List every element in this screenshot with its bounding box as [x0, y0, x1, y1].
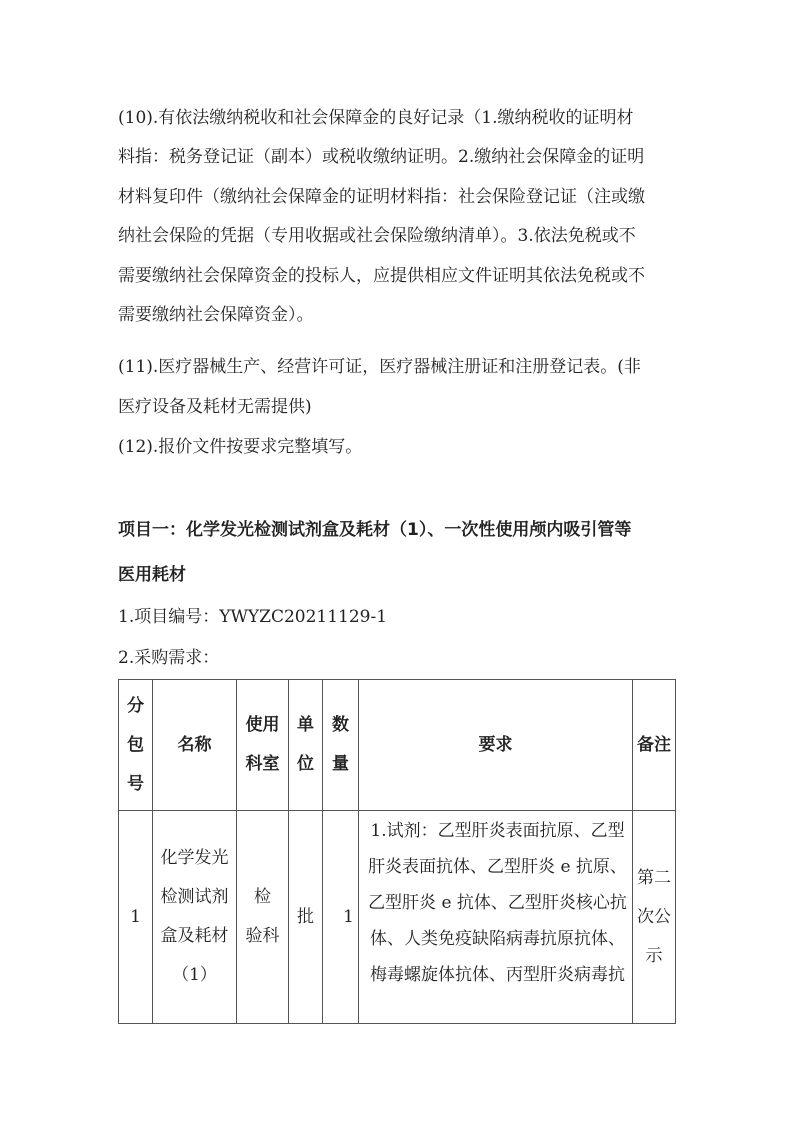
project-code: 1.项目编号：YWYZC20211129-1: [118, 607, 388, 627]
cell-requirement-line: 1.试剂：乙型肝炎表面抗原、乙型: [370, 821, 625, 841]
cell-qty: 1: [323, 811, 359, 1024]
header-dept-part: 科室: [245, 754, 280, 774]
cell-unit: 批: [289, 811, 323, 1024]
cell-dept-line: 验科: [245, 926, 280, 946]
cell-remark-line: 第二: [637, 867, 671, 888]
cell-dept: [237, 811, 289, 1024]
cell-name-line: 检测试剂: [160, 887, 229, 907]
header-package-no-char: 分: [127, 695, 144, 716]
paragraph-10-line-4: 纳社会保险的凭据（专用收据或社会保险缴纳清单）。3.依法免税或不: [118, 226, 636, 246]
cell-requirement-line: 肝炎表面抗体、乙型肝炎 e 抗原、: [368, 857, 627, 877]
cell-dept-line: 检: [254, 887, 271, 907]
header-name: 名称: [153, 680, 237, 811]
paragraph-11-line-1: (11).医疗器械生产、经营许可证，医疗器械注册证和注册登记表。(非: [118, 357, 641, 377]
header-remark: 备注: [633, 680, 676, 811]
cell-name: [153, 811, 237, 1024]
header-package-no: [119, 680, 153, 811]
cell-requirement-line: 梅毒螺旋体抗体、丙型肝炎病毒抗: [370, 965, 625, 985]
header-package-no-char: 包: [127, 734, 144, 755]
header-qty-part: 数: [332, 715, 349, 735]
paragraph-10-line-6: 需要缴纳社会保障资金）。: [118, 305, 314, 325]
header-requirement: 要求: [359, 680, 633, 811]
project-title-line-1: 项目一：化学发光检测试剂盒及耗材（1）、一次性使用颅内吸引管等: [118, 520, 632, 540]
paragraph-12-line-1: (12).报价文件按要求完整填写。: [118, 437, 363, 457]
cell-remark-line: 示: [645, 945, 663, 966]
paragraph-10-line-1: (10).有依法缴纳税收和社会保障金的良好记录（1.缴纳税收的证明材: [118, 108, 634, 128]
cell-name-line: 化学发光: [160, 848, 229, 868]
cell-requirement-line: 乙型肝炎 e 抗体、乙型肝炎核心抗: [368, 893, 627, 913]
header-unit-part: 单: [297, 715, 314, 735]
header-unit: [289, 680, 323, 811]
header-qty-part: 量: [332, 754, 349, 774]
paragraph-10-line-2: 料指：税务登记证（副本）或税收缴纳证明。2.缴纳社会保障金的证明: [118, 147, 645, 167]
paragraph-11-line-2: 医疗设备及耗材无需提供): [118, 397, 312, 417]
cell-remark-line: 次公: [637, 906, 671, 927]
header-dept-part: 使用: [245, 715, 280, 735]
cell-name-line: （1）: [172, 965, 217, 985]
header-package-no-char: 号: [127, 773, 144, 794]
header-qty: [323, 680, 359, 811]
cell-requirement: [359, 811, 633, 1024]
table-header-row: [119, 680, 676, 811]
requirements-table: [118, 679, 676, 1024]
header-unit-part: 位: [297, 754, 314, 774]
cell-name-line: 盒及耗材: [160, 926, 229, 946]
cell-package-no: 1: [119, 811, 153, 1024]
header-dept: [237, 680, 289, 811]
table-row: [119, 811, 676, 1024]
procurement-needs-label: 2.采购需求：: [118, 648, 220, 668]
project-title-line-2: 医用耗材: [118, 565, 186, 585]
paragraph-10-line-3: 材料复印件（缴纳社会保障金的证明材料指：社会保险登记证（注或缴: [118, 187, 645, 207]
cell-requirement-line: 体、人类免疫缺陷病毒抗原抗体、: [370, 929, 625, 949]
cell-remark: [633, 811, 676, 1024]
paragraph-10-line-5: 需要缴纳社会保障资金的投标人，应提供相应文件证明其依法免税或不: [118, 266, 645, 286]
